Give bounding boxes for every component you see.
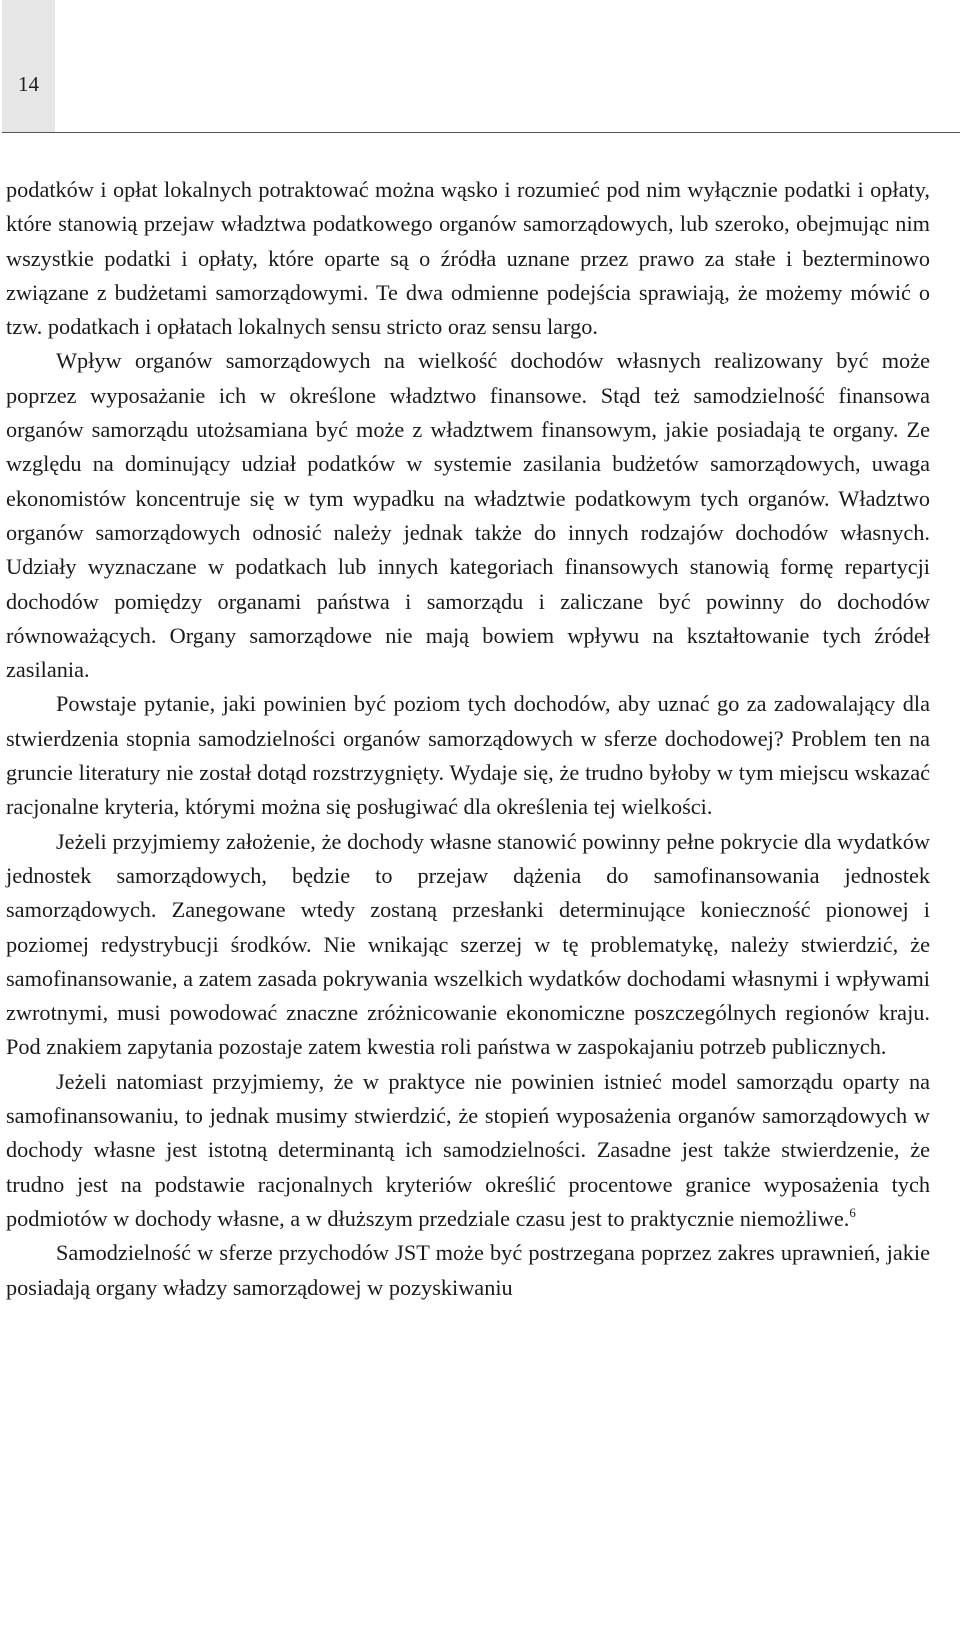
footnote-ref-6[interactable]: 6 — [849, 1204, 856, 1220]
paragraph-5-text: Jeżeli natomiast przyjmiemy, że w praktyce nie powinien istnieć model samorządu oparty na samofinansowaniu, to jednak musimy stwierdzić, że stopień wyposażenia organów samorządowych w dochody własne jest istotną determinantą ich samodzielności. Zasadne jest także stwierdzenie, że trudno jest na podstawie racjonalnych kryteriów określić procentowe granice wyposażenia tych podmiotów w dochody własne, a w dłuższym przedziale czasu jest to praktycznie niemożliwe. — [6, 1068, 930, 1231]
page-number: 14 — [18, 72, 39, 96]
body-text — [6, 173, 930, 1305]
header-rule — [2, 132, 960, 133]
paragraph-2: Wpływ organów samorządowych na wielkość dochodów własnych realizowany być może poprzez wyposażanie ich w określone władztwo finansowe. Stąd też samodzielność finansowa organów samorządu utożsamiana być może z władztwem finansowym, jakie posiadają te organy. Ze względu na dominujący udział podatków w systemie zasilania budżetów samorządowych, uwaga ekonomistów koncentruje się w tym wypadku na władztwie podatkowym tych organów. Władztwo organów samorządowych odnosić należy jednak także do innych rodzajów dochodów własnych. Udziały wyznaczane w podatkach lub innych kategoriach finansowych stanowią formę repartycji dochodów pomiędzy organami państwa i samorządu i zaliczane być powinny do dochodów równoważących. Organy samorządowe nie mają bowiem wpływu na kształtowanie tych źródeł zasilania. — [6, 348, 930, 683]
paragraph-3: Powstaje pytanie, jaki powinien być poziom tych dochodów, aby uznać go za zadowalający dla stwierdzenia stopnia samodzielności organów samorządowych w sferze dochodowej? Problem ten na gruncie literatury nie został dotąd rozstrzygnięty. Wydaje się, że trudno byłoby w tym miejscu wskazać racjonalne kryteria, którymi można się posługiwać dla określenia tej wielkości. — [6, 691, 930, 820]
paragraph-1: podatków i opłat lokalnych potraktować można wąsko i rozumieć pod nim wyłącznie podatki i opłaty, które stanowią przejaw władztwa podatkowego organów samorządowych, lub szeroko, obejmując nim wszystkie podatki i opłaty, które oparte są o źródła uznane przez prawo za stałe i bezterminowo związane z budżetami samorządowymi. Te dwa odmienne podejścia sprawiają, że możemy mówić o tzw. podatkach i opłatach lokalnych sensu stricto oraz sensu largo. — [6, 177, 930, 340]
paragraph-5 — [6, 1065, 930, 1236]
paragraph-6: Samodzielność w sferze przychodów JST może być postrzegana poprzez zakres uprawnień, jakie posiadają organy władzy samorządowej w pozyskiwaniu — [6, 1240, 930, 1300]
page-number-box — [2, 0, 55, 132]
paragraph-4: Jeżeli przyjmiemy założenie, że dochody własne stanowić powinny pełne pokrycie dla wydatków jednostek samorządowych, będzie to przejaw dążenia do samofinansowania jednostek samorządowych. Zanegowane wtedy zostaną przesłanki determinujące konieczność pionowej i poziomej redystrybucji środków. Nie wnikając szerzej w tę problematykę, należy stwierdzić, że samofinansowanie, a zatem zasada pokrywania wszelkich wydatków dochodami własnymi i wpływami zwrotnymi, musi powodować znaczne zróżnicowanie ekonomiczne poszczególnych regionów kraju. Pod znakiem zapytania pozostaje zatem kwestia roli państwa w zaspokajaniu potrzeb publicznych. — [6, 828, 930, 1060]
